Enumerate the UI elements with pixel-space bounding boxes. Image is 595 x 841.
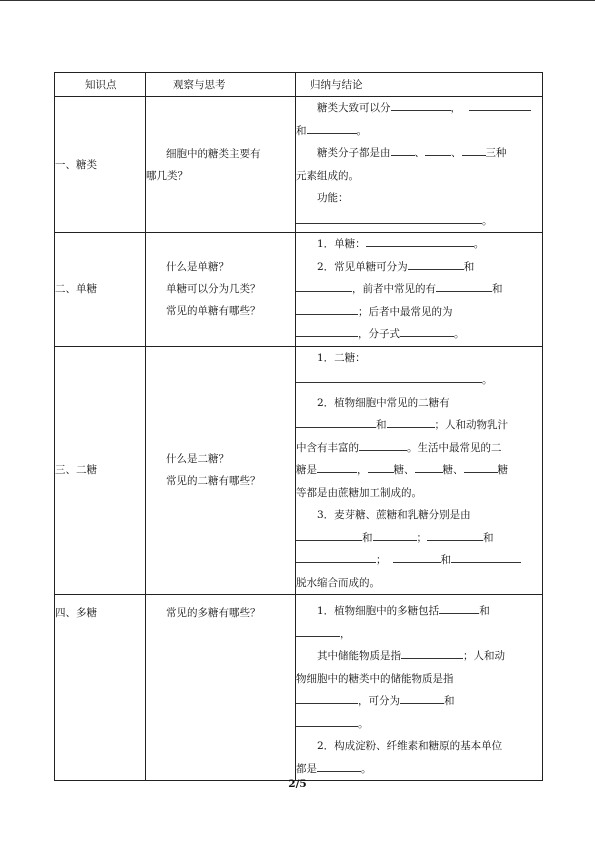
conclusion-line: 。 [296, 369, 542, 392]
fill-blank[interactable] [368, 460, 394, 473]
fill-blank[interactable] [387, 415, 435, 428]
knowledge-table [54, 72, 543, 781]
topic-cell: 三、二糖 [55, 346, 146, 595]
conclusion-line: 其中储能物质是指 ；人和动 [296, 645, 542, 668]
conclusion-cell [296, 595, 543, 781]
top-rule [0, 0, 595, 1]
fill-blank[interactable] [296, 324, 358, 337]
fill-blank[interactable] [307, 121, 357, 134]
fill-blank[interactable] [296, 211, 482, 224]
fill-blank[interactable] [317, 460, 357, 473]
header-observe-think: 观察与思考 [146, 73, 296, 97]
conclusion-line: 等都是由蔗糖加工制成的。 [296, 486, 422, 499]
question-line: 什么是单糖？ [166, 261, 229, 274]
conclusion-cell [296, 346, 543, 595]
question-line: 单糖可以分为几类？ [166, 283, 261, 296]
fill-blank[interactable] [391, 143, 415, 156]
question-cell [146, 233, 296, 347]
conclusion-line: 元素组成的。 [296, 169, 359, 182]
conclusion-line: 。 [296, 713, 542, 736]
question-line: 常见的二糖有哪些？ [166, 475, 261, 488]
fill-blank[interactable] [296, 415, 376, 428]
fill-blank[interactable] [296, 528, 362, 541]
fill-blank[interactable] [296, 550, 376, 563]
question-line: 常见的多糖有哪些？ [166, 607, 261, 619]
fill-blank[interactable] [400, 691, 444, 704]
question-cell [146, 346, 296, 595]
header-conclusion: 归纳与结论 [296, 73, 543, 97]
question-line: 哪几类？ [146, 169, 188, 182]
table-row [55, 97, 543, 233]
fill-blank[interactable] [462, 143, 486, 156]
fill-blank[interactable] [401, 646, 463, 659]
fill-blank[interactable] [317, 759, 361, 772]
fill-blank[interactable] [427, 528, 483, 541]
fill-blank[interactable] [296, 714, 358, 727]
fill-blank[interactable] [296, 624, 340, 637]
fill-blank[interactable] [464, 460, 498, 473]
conclusion-line: 和 ；人和动物乳汁 [296, 414, 542, 437]
table-header-row [55, 73, 543, 97]
table-row [55, 595, 543, 781]
table-row [55, 346, 543, 595]
conclusion-line: 2．构成淀粉、纤维素和糖原的基本单位 [317, 740, 503, 752]
conclusion-line: 3．麦芽糖、蔗糖和乳糖分别是由 [317, 509, 471, 521]
fill-blank[interactable] [296, 691, 358, 704]
conclusion-line: 2．常见单糖可分为 和 [296, 256, 542, 279]
question-line: 细胞中的糖类主要有 [166, 147, 261, 160]
fill-blank[interactable] [296, 302, 358, 315]
topic-cell: 四、多糖 [55, 595, 146, 781]
conclusion-cell [296, 97, 543, 233]
fill-blank[interactable] [296, 370, 482, 383]
conclusion-line: 物细胞中的糖类中的储能物质是指 [296, 672, 454, 685]
table-row [55, 233, 543, 347]
conclusion-line: 和 ； 和 [296, 527, 542, 550]
conclusion-line: 和 。 [296, 120, 542, 143]
conclusion-line: ，分子式 。 [296, 323, 542, 346]
fill-blank[interactable] [373, 528, 417, 541]
conclusion-line: ； 和 [296, 549, 542, 572]
fill-blank[interactable] [393, 550, 441, 563]
conclusion-cell [296, 233, 543, 347]
fill-blank[interactable] [415, 460, 443, 473]
conclusion-line: 。 [296, 210, 542, 233]
conclusion-line: 1．植物细胞中的多糖包括 和 [296, 600, 542, 623]
page-number: 2/5 [288, 778, 307, 790]
fill-blank[interactable] [400, 324, 454, 337]
fill-blank[interactable] [296, 279, 352, 292]
header-knowledge-point: 知识点 [55, 73, 146, 97]
conclusion-line: 脱水缩合而成的。 [296, 576, 380, 589]
question-line: 什么是二糖？ [166, 453, 229, 466]
fill-blank[interactable] [366, 234, 474, 247]
conclusion-line: ，可分为 和 [296, 690, 542, 713]
fill-blank[interactable] [469, 98, 531, 111]
question-cell [146, 97, 296, 233]
fill-blank[interactable] [408, 257, 464, 270]
conclusion-line: 都是 。 [296, 758, 542, 781]
fill-blank[interactable] [391, 98, 451, 111]
conclusion-line: 糖类大致可以分 ， [296, 97, 542, 120]
conclusion-line: 中含有丰富的 。生活中最常见的二 [296, 437, 542, 460]
fill-blank[interactable] [451, 550, 521, 563]
fill-blank[interactable] [439, 601, 479, 614]
fill-blank[interactable] [436, 279, 492, 292]
question-cell [146, 595, 296, 781]
question-line: 常见的单糖有哪些？ [166, 305, 261, 318]
conclusion-line: ， [296, 623, 542, 646]
conclusion-line: 糖是 ， 糖、 糖、 糖 [296, 459, 542, 482]
conclusion-line: 1．单糖： 。 [296, 233, 542, 256]
fill-blank[interactable] [425, 143, 451, 156]
conclusion-line: 2．植物细胞中常见的二糖有 [317, 396, 450, 409]
conclusion-line: ；后者中最常见的为 [296, 301, 542, 324]
topic-cell: 二、单糖 [55, 233, 146, 347]
conclusion-line: 1．二糖： [317, 351, 366, 364]
conclusion-line: 糖类分子都是由 、 、 三种 [296, 142, 542, 165]
conclusion-line: ，前者中常见的有 和 [296, 278, 542, 301]
fill-blank[interactable] [359, 438, 407, 451]
topic-cell: 一、糖类 [55, 97, 146, 233]
conclusion-line: 功能： [317, 192, 349, 204]
